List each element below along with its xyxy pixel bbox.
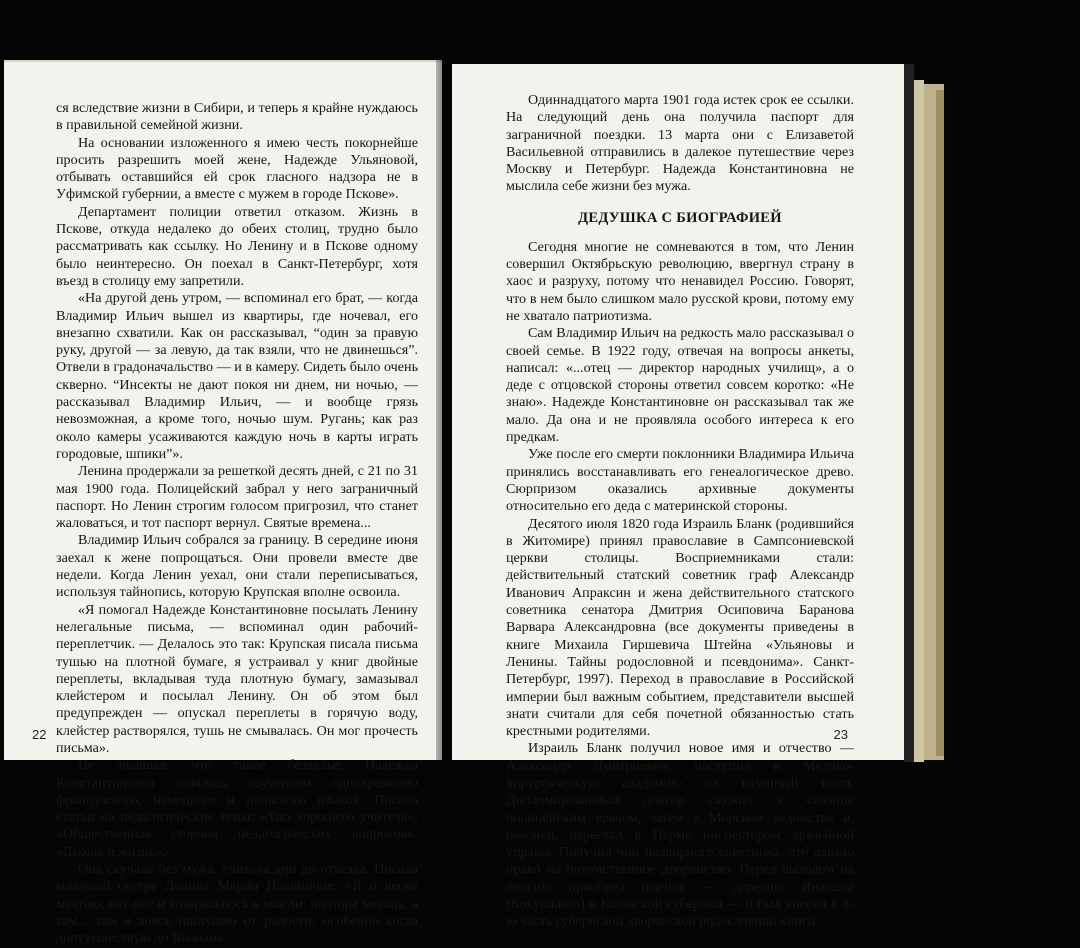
right-page-text — [506, 92, 854, 931]
right-paragraph-4: Десятого июля 1820 года Израиль Бланк (родившийся в Житомире) принял православие в Сампсониевской церкви столицы. Восприемниками стали: действительный статский советник граф Александр Иванович Апраксин и жена действительного статского советника сенатора Дмитрия Осиповича Баранова Варвара Александровна (все документы приведены в книге Михаила Гиршевича Штейна «Ульяновы и Ленины. Тайны родословной и псевдонима». Санкт-Петербург, 1997). Переход в православие в Российской империи был важным событием, представители высшей знати считали для себя почетной обязанностью стать крестными родителями. — [506, 515, 854, 740]
right-paragraph-3: Уже после его смерти поклонники Владимира Ильича принялись восстанавливать его генеалогическое древо. Сюрпризом оказались архивные документы относительно его деда с материнской стороны. — [506, 446, 854, 515]
left-paragraph-4: «На другой день утром, — вспоминал его брат, — когда Владимир Ильич вышел из квартиры, где ночевал, его внезапно схватили. Как он рассказывал, “один за правую руку, другой — за левую, да так взяли, что не двинешься”. Отвели в градоначальство — и в камеру. Сидеть было очень скверно. “Инсекты не дают покоя ни днем, ни ночью, — рассказывал Владимир Ильич, — и вообще грязь невозможная, а кроме того, ночью шум. Ругань; как раз около камеры усаживаются каждую ночь в карты играть городовые, шпики”». — [56, 290, 418, 462]
left-page — [4, 60, 442, 947]
left-page-text — [56, 100, 418, 948]
book-page-edge — [904, 64, 914, 762]
left-paragraph-7: «Я помогал Надежде Константиновне посылать Ленину нелегальные письма, — вспоминал один рабочий-переплетчик. — Делалось это так: Крупская писала письма тушью на плотной бумаге, я устраивал у книг двойные переплеты, вкладывая туда плотную бумагу, замазывал клейстером и посылал Ленину. Он об этом был предупрежден — опускал переплеты в горячую воду, клейстер растворялся, тушь не смывалась. Он мог прочесть письма». — [56, 601, 418, 756]
left-paragraph-5: Ленина продержали за решеткой десять дней, с 21 по 31 мая 1900 года. Полицейский забрал у него заграничный паспорт. Но Ленин строгим голосом пригрозил, что станет жаловаться, и тот паспорт вернул. Святые времена... — [56, 463, 418, 532]
right-intro-paragraph: Одиннадцатого марта 1901 года истек срок ее ссылки. На следующий день она получила паспорт для заграничной поездки. 13 марта они с Елизаветой Васильевной отправились в далекое путешествие через Москву и Петербург. Надежда Константиновна не мыслила себе жизни без мужа. — [506, 92, 854, 195]
left-page-number: 22 — [32, 727, 47, 742]
left-paragraph-6: Владимир Ильич собрался за границу. В середине июня заехал к жене попрощаться. Они провели вместе две недели. Когда Ленин уехал, они стали переписываться, используя тайнопись, которую Крупская вполне освоила. — [56, 532, 418, 601]
chapter-heading: ДЕДУШКА С БИОГРАФИЕЙ — [578, 209, 782, 226]
book-page-edge — [914, 80, 924, 762]
left-paragraph-8: Не знавшая, что такое безделье, Надежда Константиновна занялась изучением одновременно французского, немецкого и польского языков. Писала статьи на педагогические темы: «Тип хорошего учителя», «Общественная сторона педагогических вопросов», «Школа и жизнь». — [56, 757, 418, 860]
right-paragraph-2: Сам Владимир Ильич на редкость мало рассказывал о своей семье. В 1922 году, отвечая на вопросы анкеты, написал: «...отец — директор народных училищ», а о деде с отцовской стороны ответил совсем коротко: «Не знаю». Надежде Константиновне он рассказывал так же мало. Да она и не проявляла особого интереса к его предкам. — [506, 325, 854, 446]
right-page — [452, 64, 904, 930]
right-paragraph-1: Сегодня многие не сомневаются в том, что Ленин совершил Октябрьскую революцию, ввергнул страну в хаос и разруху, потому что ненавидел Россию. Говорят, что в нем было слишком мало русской крови, потому ему не хватало патриотизма. — [506, 238, 854, 324]
book-cover-edge — [936, 90, 944, 756]
left-paragraph-1: ся вследствие жизни в Сибири, и теперь я крайне нуждаюсь в правильной семейной жизни. — [56, 100, 418, 134]
right-paragraph-5: Израиль Бланк получил новое имя и отчество — Александр Дмитриевич, поступил в Медико-хирургическую академию на казенный кошт. Дипломированный доктор служил в столице полицейским врачом, затем в Морском ведомстве и, наконец, переехал в Пермь инспектором врачебной управы. Получил чин надворного советника, что давало право на потомственное дворянство. Перед выходом на пенсию приобрел имение — деревню Янасалы (Кокушкино) в Казанской губернии — и был внесен в 3-ю часть губернской дворянской родословной книги. — [506, 740, 854, 930]
right-page-number: 23 — [833, 727, 848, 742]
left-paragraph-9: Она скучала без мужа, считала дни до отъезда. Писала младшей сестре Ленина Марии Ильиничне: «Я о весне мечтаю, нет-нет и возвращаюсь к мысли: полтора месяца, а там... там я вовсе поглупею от радости, особенно когда допутешествую до Володи». — [56, 861, 418, 947]
left-paragraph-3: Департамент полиции ответил отказом. Жизнь в Пскове, откуда недалеко до обеих столиц, трудно было рассматривать как ссылку. Но Ленину и в Пскове одному было неинтересно. Он поехал в Санкт-Петербург, хотя въезд в столицу ему запретили. — [56, 203, 418, 289]
left-paragraph-2: На основании изложенного я имею честь покорнейше просить разрешить моей жене, Надежде Ульяновой, отбывать оставшийся ей срок гласного надзора не в Уфимской губернии, а вместе с мужем в городе Пскове». — [56, 134, 418, 203]
